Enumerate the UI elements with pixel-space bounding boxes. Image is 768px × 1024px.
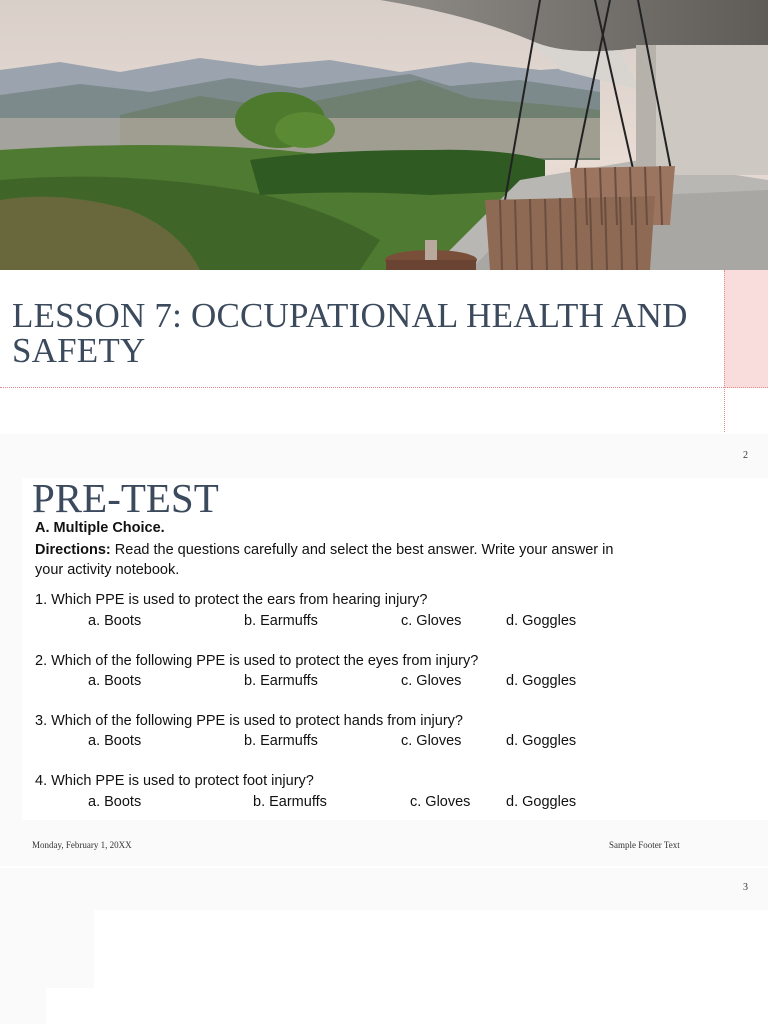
question-4: 4. Which PPE is used to protect foot injury? (35, 773, 314, 789)
option-c: c. Gloves (401, 733, 462, 749)
next-slide (0, 868, 768, 1024)
option-a: a. Boots (88, 794, 142, 810)
directions-text: Read the questions carefully and select the best answer. Write your answer in (110, 542, 614, 558)
option-d: d. Goggles (506, 733, 577, 749)
option-d: d. Goggles (506, 613, 577, 629)
divider-line (0, 387, 768, 388)
lesson-title-line2: SAFETY (12, 331, 146, 370)
option-b: b. Earmuffs (244, 673, 318, 689)
option-c: c. Gloves (410, 794, 471, 810)
hero-photo (0, 0, 768, 270)
pretest-slide (0, 434, 768, 866)
option-a: a. Boots (88, 613, 142, 629)
directions-text-line2: your activity notebook. (35, 562, 180, 578)
divider-line-vertical (724, 270, 725, 432)
question-3: 3. Which of the following PPE is used to protect hands from injury? (35, 713, 463, 729)
option-b: b. Earmuffs (244, 613, 318, 629)
pretest-title: PRE-TEST (32, 475, 219, 521)
lesson-title (12, 298, 712, 368)
option-c: c. Gloves (401, 673, 462, 689)
section-heading: A. Multiple Choice. (35, 520, 165, 536)
question-2-options (0, 673, 768, 693)
option-b: b. Earmuffs (253, 794, 327, 810)
footer-date: Monday, February 1, 20XX (32, 840, 132, 850)
slide-number: 3 (743, 882, 748, 893)
option-d: d. Goggles (506, 794, 577, 810)
footer-text: Sample Footer Text (609, 840, 680, 850)
option-d: d. Goggles (506, 673, 577, 689)
question-3-options (0, 733, 768, 753)
slide-number: 2 (743, 450, 748, 461)
content-area-lower (46, 988, 768, 1024)
question-1-options (0, 613, 768, 633)
question-1: 1. Which PPE is used to protect the ears from hearing injury? (35, 592, 428, 608)
directions (35, 540, 735, 580)
question-2: 2. Which of the following PPE is used to protect the eyes from injury? (35, 653, 479, 669)
landscape-image (0, 0, 768, 270)
option-c: c. Gloves (401, 613, 462, 629)
title-slide (0, 0, 768, 432)
question-4-options (0, 794, 768, 814)
option-b: b. Earmuffs (244, 733, 318, 749)
option-a: a. Boots (88, 733, 142, 749)
accent-block (724, 270, 768, 388)
option-a: a. Boots (88, 673, 142, 689)
lesson-title-line1: LESSON 7: OCCUPATIONAL HEALTH AND (12, 296, 688, 335)
directions-label: Directions: (35, 542, 111, 558)
